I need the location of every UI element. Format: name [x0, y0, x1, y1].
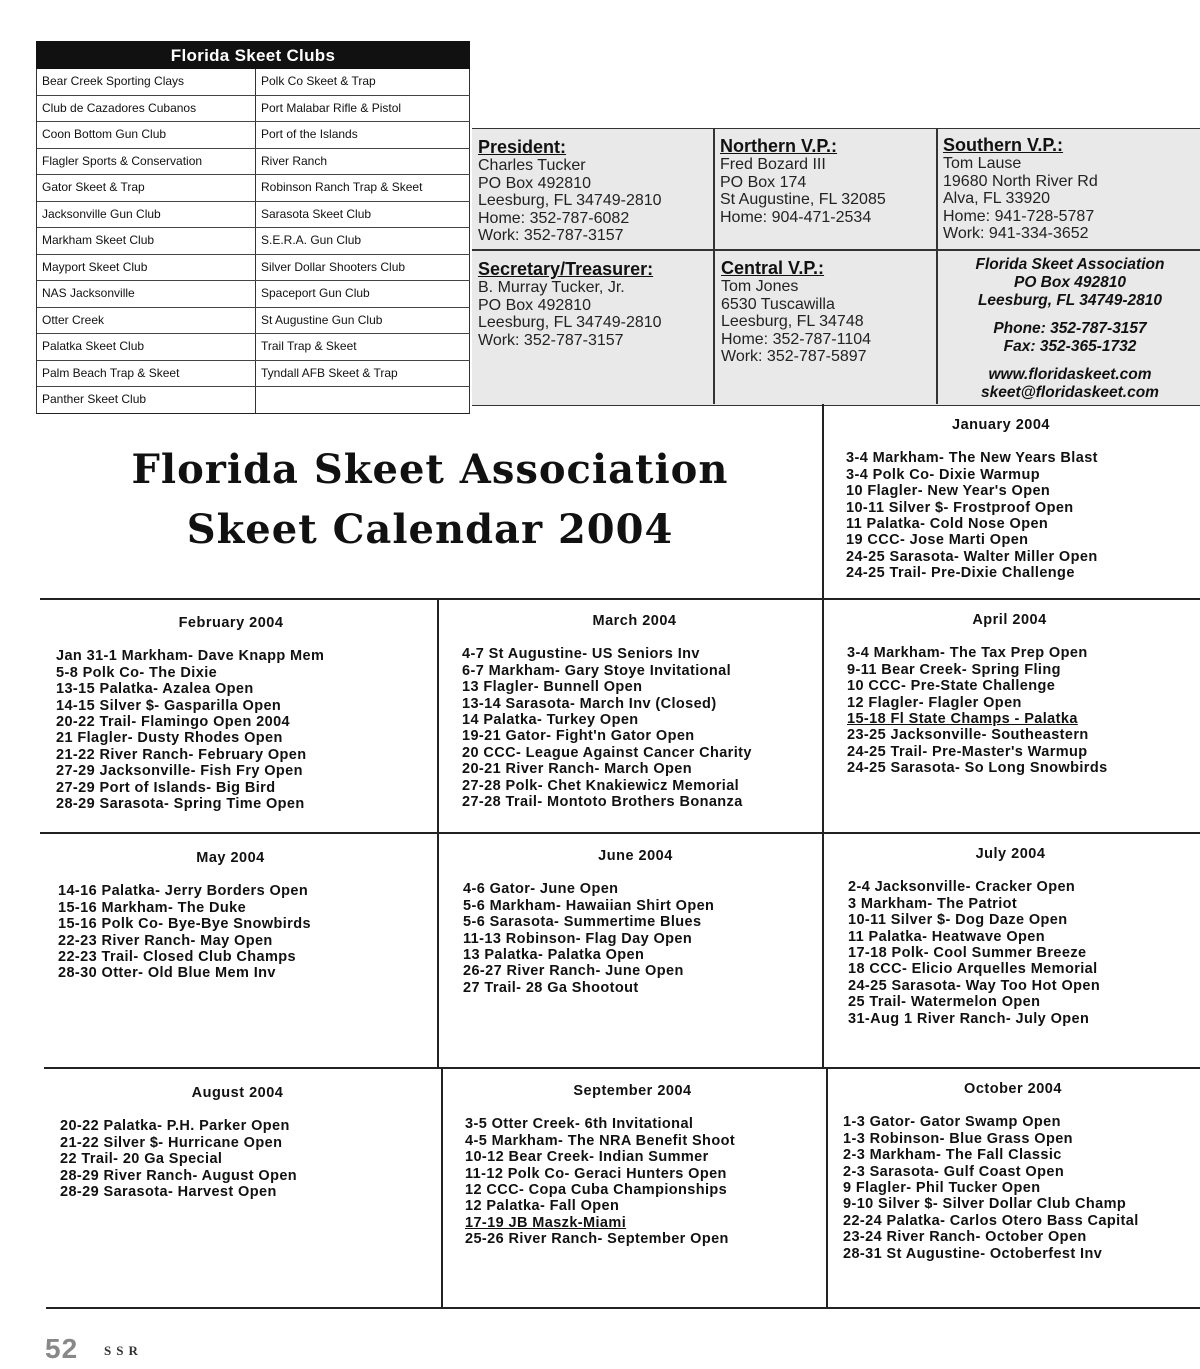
- secretary-line: Leesburg, FL 34749-2810: [478, 314, 662, 332]
- central-vp-title: Central V.P.:: [721, 258, 825, 278]
- calendar-event: 3 Markham- The Patriot: [848, 895, 1018, 912]
- clubs-table-row: [37, 202, 470, 229]
- central-vp-line: Tom Jones: [721, 278, 799, 295]
- calendar-event: 13 Palatka- Palatka Open: [463, 947, 645, 964]
- clubs-table: [36, 41, 470, 414]
- club-name-cell: Mayport Skeet Club: [37, 255, 256, 281]
- calendar-event: 28-29 River Ranch- August Open: [60, 1167, 298, 1184]
- association-box: PO Box 492810: [1013, 274, 1126, 291]
- northern-vp-line: Fred Bozard III: [720, 156, 826, 173]
- calendar-event: 24-25 Sarasota- Way Too Hot Open: [848, 977, 1101, 994]
- association-city: Leesburg, FL 34749-2810: [977, 292, 1163, 309]
- northern-vp-line: St Augustine, FL 32085: [720, 191, 886, 209]
- calendar-event: 11 Palatka- Heatwave Open: [848, 928, 1045, 945]
- club-name-cell: Trail Trap & Skeet: [256, 334, 470, 360]
- club-name-cell: Silver Dollar Shooters Club: [256, 255, 470, 281]
- association-website-link[interactable]: www.floridaskeet.com: [988, 366, 1152, 383]
- calendar-event: 2-3 Markham- The Fall Classic: [843, 1147, 1062, 1164]
- calendar-event: 20-21 River Ranch- March Open: [462, 761, 692, 778]
- calendar-event: 23-24 River Ranch- October Open: [843, 1229, 1087, 1246]
- clubs-table-row: [37, 96, 470, 123]
- grid-line: [441, 1067, 443, 1307]
- calendar-event: 28-29 Sarasota- Harvest Open: [60, 1184, 277, 1201]
- month-march: [462, 613, 817, 810]
- calendar-event: 19-21 Gator- Fight'n Gator Open: [462, 728, 695, 745]
- clubs-table-rows: [36, 69, 470, 414]
- association-contact: [938, 256, 1200, 402]
- club-name-cell: S.E.R.A. Gun Club: [256, 228, 470, 254]
- calendar-event: 10-12 Bear Creek- Indian Summer: [465, 1149, 709, 1166]
- secretary-title: Secretary/Treasurer:: [478, 259, 654, 279]
- club-name-cell: [256, 387, 470, 413]
- grid-line: [46, 1307, 1200, 1309]
- central-vp-line: Leesburg, FL 34748: [721, 313, 864, 331]
- calendar-event: 10-11 Silver $- Frostproof Open: [846, 499, 1074, 516]
- calendar-event: 14-16 Palatka- Jerry Borders Open: [58, 883, 309, 900]
- calendar-event: 27 Trail- 28 Ga Shootout: [463, 979, 639, 996]
- calendar-event: 21-22 River Ranch- February Open: [56, 746, 307, 763]
- calendar-event: 17-19 JB Maszk-Miami: [465, 1214, 627, 1231]
- club-name-cell: Port Malabar Rifle & Pistol: [256, 96, 470, 122]
- month-title: January 2004: [952, 417, 1050, 433]
- southern-vp-line: 19680 North River Rd: [943, 172, 1098, 190]
- clubs-table-row: [37, 334, 470, 361]
- calendar-event: 2-3 Sarasota- Gulf Coast Open: [843, 1163, 1065, 1180]
- calendar-event: 20-22 Trail- Flamingo Open 2004: [56, 714, 291, 731]
- calendar-event: 27-28 Trail- Montoto Brothers Bonanza: [462, 794, 743, 811]
- calendar-event: 3-4 Markham- The New Years Blast: [846, 450, 1098, 467]
- calendar-event: 28-29 Sarasota- Spring Time Open: [56, 796, 305, 813]
- northern-vp-block: [720, 136, 886, 226]
- grid-line: [40, 598, 1200, 600]
- officers-divider: [472, 249, 1200, 251]
- calendar-event: Jan 31-1 Markham- Dave Knapp Mem: [56, 648, 325, 665]
- calendar-event: 3-5 Otter Creek- 6th Invitational: [465, 1116, 694, 1133]
- calendar-event: 24-25 Trail- Pre-Master's Warmup: [847, 743, 1088, 760]
- association-phone: Phone: 352-787-3157: [993, 320, 1147, 337]
- calendar-event: 25-26 River Ranch- September Open: [465, 1231, 729, 1248]
- month-title: March 2004: [592, 613, 677, 629]
- calendar-event: 14-15 Silver $- Gasparilla Open: [56, 697, 282, 714]
- calendar-event: 25 Trail- Watermelon Open: [848, 994, 1041, 1011]
- month-title: May 2004: [196, 850, 265, 866]
- calendar-event: 5-6 Sarasota- Summertime Blues: [463, 914, 702, 931]
- calendar-event: 23-25 Jacksonville- Southeastern: [847, 727, 1089, 744]
- month-september: [465, 1083, 820, 1248]
- month-february: [56, 615, 431, 812]
- association-name: Florida Skeet Association: [975, 256, 1165, 273]
- calendar-event: 4-6 Gator- June Open: [463, 881, 619, 898]
- calendar-event: 5-8 Polk Co- The Dixie: [56, 664, 218, 681]
- calendar-event: 27-29 Port of Islands- Big Bird: [56, 779, 276, 796]
- clubs-table-row: [37, 308, 470, 335]
- calendar-event: 20 CCC- League Against Cancer Charity: [462, 744, 752, 761]
- month-may: [58, 850, 428, 982]
- president-line: Work: 352-787-3157: [478, 227, 624, 245]
- club-name-cell: Spaceport Gun Club: [256, 281, 470, 307]
- month-october: [843, 1081, 1193, 1262]
- calendar-event: 11-13 Robinson- Flag Day Open: [463, 930, 693, 947]
- calendar-event: 3-4 Markham- The Tax Prep Open: [847, 645, 1088, 662]
- club-name-cell: Polk Co Skeet & Trap: [256, 69, 470, 95]
- calendar-event: 22-24 Palatka- Carlos Otero Bass Capital: [843, 1212, 1139, 1229]
- calendar-event: 1-3 Robinson- Blue Grass Open: [843, 1130, 1073, 1147]
- calendar-event: 21-22 Silver $- Hurricane Open: [60, 1134, 283, 1151]
- central-vp-line: 6530 Tuscawilla: [721, 295, 835, 313]
- clubs-table-row: [37, 122, 470, 149]
- clubs-table-row: [37, 175, 470, 202]
- calendar-event: 22 Trail- 20 Ga Special: [60, 1151, 223, 1168]
- month-title: April 2004: [972, 612, 1047, 628]
- club-name-cell: Port of the Islands: [256, 122, 470, 148]
- club-name-cell: Jacksonville Gun Club: [37, 202, 256, 228]
- association-fax: Fax: 352-365-1732: [1003, 338, 1137, 355]
- calendar-event: 4-7 St Augustine- US Seniors Inv: [462, 646, 700, 663]
- month-june: [463, 848, 818, 996]
- president-line: Home: 352-787-6082: [478, 209, 630, 227]
- calendar-event: 27-29 Jacksonville- Fish Fry Open: [56, 763, 303, 780]
- club-name-cell: Robinson Ranch Trap & Skeet: [256, 175, 470, 201]
- month-title: July 2004: [975, 846, 1046, 862]
- calendar-event: 24-25 Trail- Pre-Dixie Challenge: [846, 565, 1075, 582]
- club-name-cell: Gator Skeet & Trap: [37, 175, 256, 201]
- club-name-cell: River Ranch: [256, 149, 470, 175]
- club-name-cell: St Augustine Gun Club: [256, 308, 470, 334]
- calendar-event: 28-31 St Augustine- Octoberfest Inv: [843, 1245, 1103, 1262]
- club-name-cell: Bear Creek Sporting Clays: [37, 69, 256, 95]
- calendar-event: 13 Flagler- Bunnell Open: [462, 679, 643, 696]
- grid-line: [44, 1067, 1200, 1069]
- president-line: Charles Tucker: [478, 157, 586, 174]
- month-january: [846, 417, 1186, 582]
- club-name-cell: Panther Skeet Club: [37, 387, 256, 413]
- calendar-event: 10-11 Silver $- Dog Daze Open: [848, 912, 1068, 929]
- clubs-table-title: Florida Skeet Clubs: [36, 41, 470, 69]
- calendar-event: 9-11 Bear Creek- Spring Fling: [847, 661, 1061, 678]
- club-name-cell: Palm Beach Trap & Skeet: [37, 361, 256, 387]
- calendar-event: 19 CCC- Jose Marti Open: [846, 532, 1029, 549]
- calendar-event: 9 Flagler- Phil Tucker Open: [843, 1180, 1041, 1197]
- month-title: September 2004: [573, 1083, 692, 1099]
- calendar-event: 10 CCC- Pre-State Challenge: [847, 678, 1056, 695]
- southern-vp-line: Work: 941-334-3652: [943, 225, 1089, 243]
- calendar-event: 14 Palatka- Turkey Open: [462, 712, 639, 729]
- calendar-event: 28-30 Otter- Old Blue Mem Inv: [58, 965, 276, 982]
- month-title: August 2004: [191, 1085, 284, 1101]
- club-name-cell: Markham Skeet Club: [37, 228, 256, 254]
- calendar-event: 22-23 Trail- Closed Club Champs: [58, 949, 297, 966]
- club-name-cell: Palatka Skeet Club: [37, 334, 256, 360]
- club-name-cell: Otter Creek: [37, 308, 256, 334]
- calendar-event: 5-6 Markham- Hawaiian Shirt Open: [463, 897, 715, 914]
- calendar-event: 1-3 Gator- Gator Swamp Open: [843, 1114, 1061, 1131]
- calendar-event: 13-15 Palatka- Azalea Open: [56, 681, 254, 698]
- northern-vp-line: PO Box 174: [720, 173, 807, 191]
- president-line: Leesburg, FL 34749-2810: [478, 192, 662, 210]
- calendar-event: 15-16 Markham- The Duke: [58, 899, 247, 916]
- calendar-event: 12 Flagler- Flagler Open: [847, 694, 1022, 711]
- association-email-link[interactable]: skeet@floridaskeet.com: [981, 384, 1159, 401]
- month-august: [60, 1085, 430, 1200]
- publication-name: SSR: [104, 1343, 143, 1358]
- page-title: [40, 440, 820, 560]
- clubs-table-row: [37, 255, 470, 282]
- page-title-line: Skeet Calendar 2004: [186, 506, 674, 553]
- central-vp-line: Work: 352-787-5897: [721, 348, 867, 366]
- page-number: 52: [45, 1333, 79, 1364]
- clubs-table-row: [37, 228, 470, 255]
- clubs-table-row: [37, 69, 470, 96]
- southern-vp-title: Southern V.P.:: [943, 135, 1064, 155]
- calendar-event: 31-Aug 1 River Ranch- July Open: [848, 1010, 1090, 1027]
- club-name-cell: NAS Jacksonville: [37, 281, 256, 307]
- calendar-event: 12 Palatka- Fall Open: [465, 1198, 620, 1215]
- southern-vp-line: Tom Lause: [943, 155, 1022, 172]
- secretary-block: [478, 259, 662, 349]
- clubs-table-row: [37, 281, 470, 308]
- northern-vp-title: Northern V.P.:: [720, 136, 838, 156]
- calendar-event: 10 Flagler- New Year's Open: [846, 483, 1051, 500]
- calendar-event: 11-12 Polk Co- Geraci Hunters Open: [465, 1165, 727, 1182]
- club-name-cell: Coon Bottom Gun Club: [37, 122, 256, 148]
- secretary-line: B. Murray Tucker, Jr.: [478, 279, 625, 296]
- calendar-event: 27-28 Polk- Chet Knakiewicz Memorial: [462, 777, 740, 794]
- calendar-event: 18 CCC- Elicio Arquelles Memorial: [848, 961, 1098, 978]
- calendar-event: 11 Palatka- Cold Nose Open: [846, 516, 1049, 533]
- calendar-event: 24-25 Sarasota- Walter Miller Open: [846, 548, 1098, 565]
- club-name-cell: Flagler Sports & Conservation: [37, 149, 256, 175]
- grid-line: [822, 598, 824, 1067]
- calendar-event: 3-4 Polk Co- Dixie Warmup: [846, 466, 1040, 483]
- calendar-event: 4-5 Markham- The NRA Benefit Shoot: [465, 1132, 736, 1149]
- calendar-event: 17-18 Polk- Cool Summer Breeze: [848, 945, 1087, 962]
- central-vp-line: Home: 352-787-1104: [721, 330, 872, 348]
- club-name-cell: Tyndall AFB Skeet & Trap: [256, 361, 470, 387]
- grid-line: [826, 1067, 828, 1307]
- calendar-event: 6-7 Markham- Gary Stoye Invitational: [462, 662, 732, 679]
- calendar-event: 26-27 River Ranch- June Open: [463, 963, 684, 980]
- secretary-line: Work: 352-787-3157: [478, 331, 624, 349]
- month-title: June 2004: [598, 848, 673, 864]
- southern-vp-line: Home: 941-728-5787: [943, 207, 1095, 225]
- calendar-event: 20-22 Palatka- P.H. Parker Open: [60, 1118, 290, 1135]
- club-name-cell: Club de Cazadores Cubanos: [37, 96, 256, 122]
- page-title-line: Florida Skeet Association: [131, 446, 729, 493]
- secretary-line: PO Box 492810: [478, 296, 591, 314]
- calendar-event: 24-25 Sarasota- So Long Snowbirds: [847, 760, 1108, 777]
- month-april: [847, 612, 1192, 777]
- officers-divider: [713, 128, 715, 404]
- grid-line: [437, 598, 439, 1067]
- month-july: [848, 846, 1193, 1027]
- calendar-event: 21 Flagler- Dusty Rhodes Open: [56, 730, 283, 747]
- president-block: [478, 137, 662, 245]
- southern-vp-line: Alva, FL 33920: [943, 190, 1051, 208]
- grid-line: [40, 832, 1200, 834]
- clubs-table-row: [37, 387, 470, 413]
- club-name-cell: Sarasota Skeet Club: [256, 202, 470, 228]
- month-title: February 2004: [178, 615, 284, 631]
- calendar-event: 9-10 Silver $- Silver Dollar Club Champ: [843, 1196, 1127, 1213]
- southern-vp-block: [943, 135, 1098, 243]
- calendar-event: 15-16 Polk Co- Bye-Bye Snowbirds: [58, 916, 311, 933]
- northern-vp-line: Home: 904-471-2534: [720, 208, 872, 226]
- clubs-table-row: [37, 149, 470, 176]
- president-title: President:: [478, 137, 567, 157]
- grid-line: [822, 404, 824, 599]
- calendar-event: 2-4 Jacksonville- Cracker Open: [848, 879, 1076, 896]
- clubs-table-row: [37, 361, 470, 388]
- month-title: October 2004: [964, 1081, 1062, 1097]
- calendar-event: 22-23 River Ranch- May Open: [58, 932, 273, 949]
- calendar-event: 15-18 Fl State Champs - Palatka: [847, 711, 1078, 728]
- central-vp-block: [721, 258, 871, 366]
- president-line: PO Box 492810: [478, 174, 591, 192]
- calendar-event: 13-14 Sarasota- March Inv (Closed): [462, 695, 717, 712]
- calendar-event: 12 CCC- Copa Cuba Championships: [465, 1182, 728, 1199]
